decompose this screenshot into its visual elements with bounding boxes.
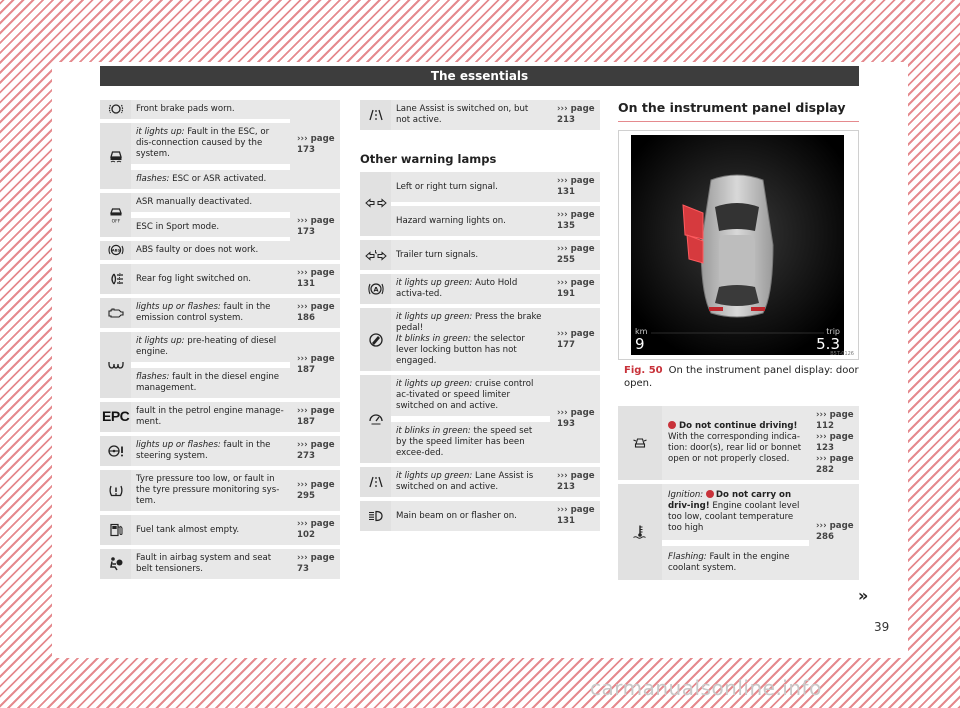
lane-assist-table xyxy=(360,96,600,134)
page-ref[interactable]: ››› page 213 xyxy=(550,467,600,497)
glow-plug-icon xyxy=(100,332,131,398)
row-text: Tyre pressure too low, or fault in the tyre pressure monitoring sys-tem. xyxy=(131,470,290,511)
row-text: Fuel tank almost empty. xyxy=(131,515,290,545)
esc-off-icon xyxy=(100,193,131,237)
fuel-icon xyxy=(100,515,131,545)
middle-column-top xyxy=(360,96,600,134)
airbag-icon xyxy=(100,549,131,579)
esc-icon xyxy=(100,123,131,189)
abs-icon xyxy=(100,241,131,260)
page-ref[interactable]: ››› page 135 xyxy=(550,206,600,236)
trip-label: trip xyxy=(826,327,840,336)
warning-dot-icon xyxy=(668,421,676,429)
row-text: Flashing: Fault in the engine coolant system. xyxy=(662,544,809,580)
section-title-instrument-display: On the instrument panel display xyxy=(618,100,859,122)
table-row xyxy=(100,298,340,328)
middle-column xyxy=(360,168,600,535)
table-row xyxy=(360,501,600,531)
svg-text:ABS: ABS xyxy=(111,247,120,253)
continue-marker: » xyxy=(858,586,869,605)
page-ref[interactable]: ››› page 213 xyxy=(550,100,600,130)
section-title-other-lamps: Other warning lamps xyxy=(360,152,497,166)
km-label: km xyxy=(635,327,648,336)
page-ref[interactable]: ››› page 286 xyxy=(809,484,859,580)
row-text: it lights up green: Press the brake pedal! It blinks in green: the selector lever locking button has not engaged. xyxy=(391,308,550,371)
row-text: Rear fog light switched on. xyxy=(131,264,290,294)
page-ref[interactable]: ››› page 131 xyxy=(550,501,600,531)
row-text: it lights up: pre-heating of diesel engine. xyxy=(131,332,290,362)
warning-dot-icon xyxy=(706,490,714,498)
row-text: Left or right turn signal. xyxy=(391,172,550,202)
brake-pads-icon xyxy=(100,100,131,119)
left-column xyxy=(100,96,340,583)
main-beam-icon xyxy=(360,501,391,531)
page-ref[interactable]: ››› page 295 xyxy=(290,470,340,511)
instrument-figure xyxy=(618,130,859,360)
warning-table-left xyxy=(100,96,340,583)
right-column xyxy=(618,402,859,584)
table-row xyxy=(100,515,340,545)
svg-text:A: A xyxy=(372,285,379,294)
row-text: fault in the petrol engine manage-ment. xyxy=(131,402,290,432)
table-row xyxy=(100,436,340,466)
tyre-pressure-icon xyxy=(100,470,131,511)
row-text: ASR manually deactivated. xyxy=(131,193,290,212)
row-text: Lane Assist is switched on, but not active. xyxy=(391,100,550,130)
table-row xyxy=(360,172,600,202)
table-row xyxy=(100,264,340,294)
epc-icon: EPC xyxy=(100,402,131,432)
trailer-signal-icon xyxy=(360,240,391,270)
row-text: Fault in airbag system and seat belt tensioners. xyxy=(131,549,290,579)
engine-icon xyxy=(100,298,131,328)
page-ref[interactable]: ››› page 186 xyxy=(290,298,340,328)
table-row xyxy=(100,193,340,212)
row-text: Ignition: Do not carry on driv-ing! Engine coolant level too low, coolant temperature too high xyxy=(662,484,809,540)
page-ref[interactable]: ››› page 273 xyxy=(290,436,340,466)
row-text: flashes: fault in the diesel engine management. xyxy=(131,366,290,398)
table-row xyxy=(360,240,600,270)
page-ref[interactable]: ››› page 112 ››› page 123 ››› page 282 xyxy=(809,406,859,480)
table-row xyxy=(360,100,600,130)
figure-caption-text: On the instrument panel display: door open. xyxy=(624,365,859,389)
row-text: Hazard warning lights on. xyxy=(391,206,550,236)
page-ref[interactable]: ››› page 102 xyxy=(290,515,340,545)
table-row xyxy=(360,206,600,236)
row-text: it lights up green: Lane Assist is switched on and active. xyxy=(391,467,550,497)
table-row xyxy=(618,406,859,480)
row-text: it lights up green: cruise control ac-tivated or speed limiter switched on and active. xyxy=(391,375,550,416)
page-ref[interactable]: ››› page 187 xyxy=(290,402,340,432)
warning-table-middle xyxy=(360,168,600,535)
page-ref[interactable]: ››› page 73 xyxy=(290,549,340,579)
page-ref[interactable]: ››› page 173 xyxy=(290,193,340,260)
car-door-open-graphic xyxy=(631,135,844,355)
page-ref[interactable]: ››› page 131 xyxy=(290,264,340,294)
table-row xyxy=(360,467,600,497)
table-row xyxy=(100,332,340,362)
rear-fog-icon xyxy=(100,264,131,294)
row-text: Trailer turn signals. xyxy=(391,240,550,270)
table-row xyxy=(360,308,600,371)
figure-caption xyxy=(624,364,859,390)
page-ref[interactable]: ››› page 193 xyxy=(550,375,600,463)
lane-assist-icon xyxy=(360,467,391,497)
page-header: The essentials xyxy=(100,66,859,86)
cruise-control-icon xyxy=(360,375,391,463)
figure-code: B5T-0126 xyxy=(830,351,854,357)
row-text: ESC in Sport mode. xyxy=(131,216,290,237)
instrument-screen xyxy=(631,135,844,355)
row-text: flashes: ESC or ASR activated. xyxy=(131,168,290,189)
row-text: Main beam on or flasher on. xyxy=(391,501,550,531)
row-text: ABS faulty or does not work. xyxy=(131,241,290,260)
row-text: it lights up green: Auto Hold activa-ted. xyxy=(391,274,550,304)
page-ref[interactable]: ››› page 187 xyxy=(290,332,340,398)
turn-signal-icon xyxy=(360,172,391,236)
steering-icon xyxy=(100,436,131,466)
brake-pedal-icon xyxy=(360,308,391,371)
table-row xyxy=(100,470,340,511)
table-row xyxy=(618,484,859,540)
page-number: 39 xyxy=(874,620,890,634)
svg-text:OFF: OFF xyxy=(111,219,120,224)
row-text: it blinks in green: the speed set by the speed limiter has been excee-ded. xyxy=(391,420,550,463)
lane-assist-icon xyxy=(360,100,391,130)
row-text: Do not continue driving! With the corresponding indica-tion: door(s), rear lid or bonnet open or not properly closed. xyxy=(662,406,809,480)
auto-hold-icon xyxy=(360,274,391,304)
table-row xyxy=(360,375,600,416)
km-value: 9 xyxy=(635,335,645,353)
row-text: it lights up: Fault in the ESC, or dis-connection caused by the system. xyxy=(131,123,290,164)
row-text: lights up or flashes: fault in the steering system. xyxy=(131,436,290,466)
figure-number: Fig. 50 xyxy=(624,365,663,376)
page-ref[interactable]: ››› page 173 xyxy=(290,100,340,189)
door-open-icon xyxy=(618,406,662,480)
trip-value: 5.3 xyxy=(816,335,840,353)
table-row xyxy=(100,549,340,579)
table-row xyxy=(100,100,340,119)
page-ref[interactable]: ››› page 191 xyxy=(550,274,600,304)
page-ref[interactable]: ››› page 177 xyxy=(550,308,600,371)
table-row xyxy=(360,274,600,304)
warning-table-right xyxy=(618,402,859,584)
row-text: lights up or flashes: fault in the emission control system. xyxy=(131,298,290,328)
page-ref[interactable]: ››› page 131 xyxy=(550,172,600,202)
row-text: Front brake pads worn. xyxy=(131,100,290,119)
watermark: carmanualsonline.info xyxy=(590,676,822,700)
table-row xyxy=(100,402,340,432)
coolant-icon xyxy=(618,484,662,580)
page-ref[interactable]: ››› page 255 xyxy=(550,240,600,270)
